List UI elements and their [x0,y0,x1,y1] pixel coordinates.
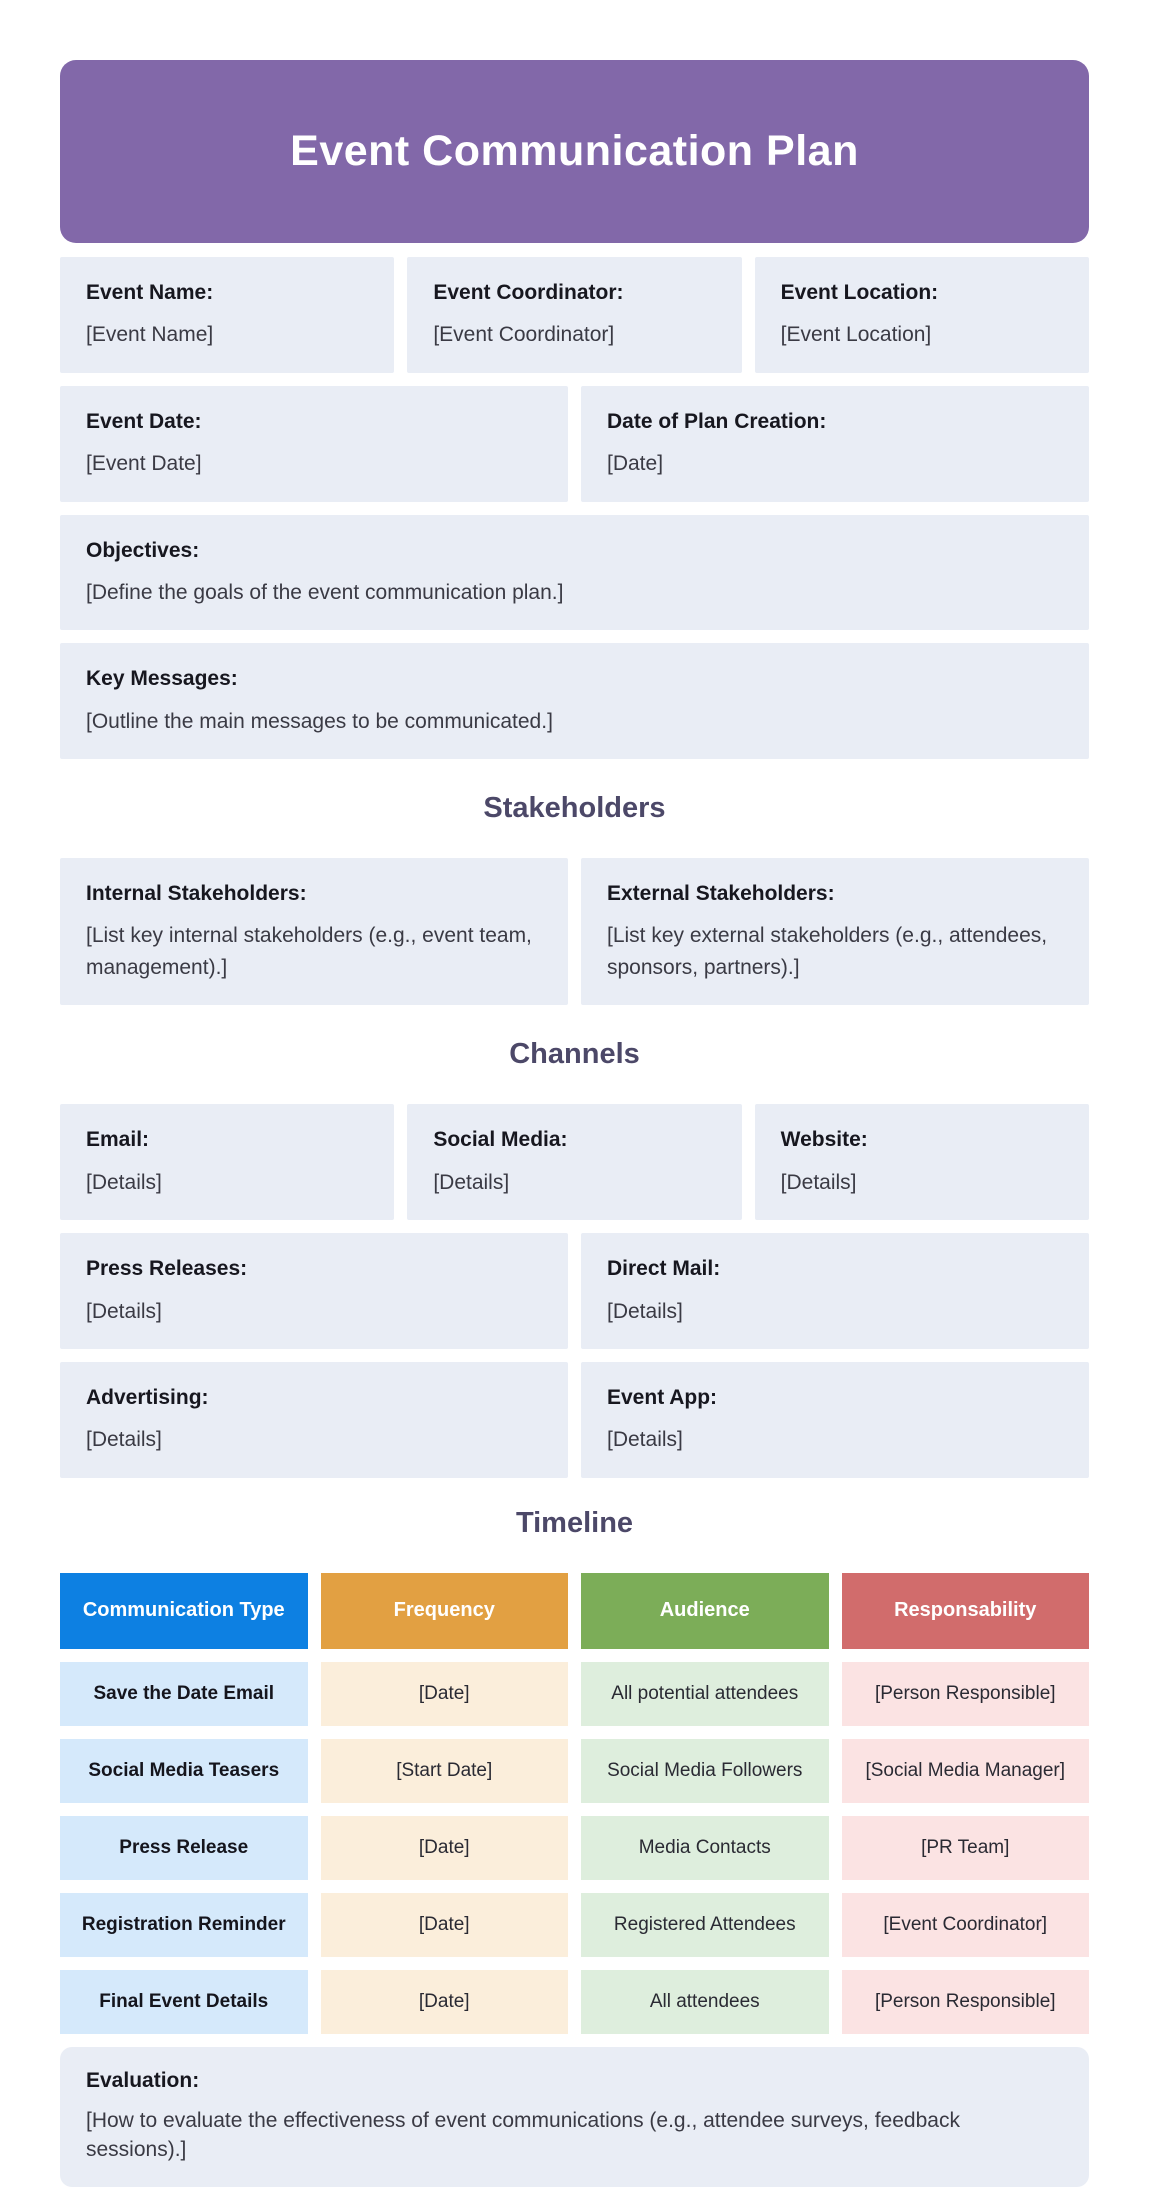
cell-communication-type: Save the Date Email [60,1662,308,1726]
field-label: Event Name: [86,281,214,304]
field-label: Advertising: [86,1386,209,1410]
section-title-timeline: Timeline [515,1506,634,1539]
cell-audience: All attendees [581,1970,829,2034]
cell-audience: Media Contacts [581,1816,829,1880]
info-card-plan-creation-date [581,386,1089,502]
channel-card-website [755,1104,1089,1220]
table-row [60,1893,1089,1957]
cell-audience: All potential attendees [581,1662,829,1726]
internal-stakeholders-card [60,858,568,1005]
stakeholders-row [60,858,1089,1005]
field-value: [Details] [86,1299,162,1323]
external-stakeholders-card [581,858,1089,1005]
field-value: [Event Date] [86,452,202,476]
cell-audience: Registered Attendees [581,1893,829,1957]
field-value: [Date] [607,452,664,476]
timeline-table-header [60,1573,1089,1649]
channel-card-social-media [407,1104,741,1220]
field-value: [Details] [780,1170,857,1194]
field-label: Evaluation: [86,2068,200,2092]
details-row-2 [60,386,1089,502]
cell-communication-type: Social Media Teasers [60,1739,308,1803]
details-row-1 [60,257,1089,373]
field-value: [Details] [86,1170,162,1194]
field-value: [How to evaluate the effectiveness of event communications (e.g., attendee surveys, feedback sessions).] [86,2108,960,2162]
field-value: [List key internal stakeholders (e.g., event team, management).] [86,924,532,979]
field-label: Website: [780,1128,868,1152]
field-label: Press Releases: [86,1257,248,1281]
field-label: Event Coordinator: [433,281,624,304]
cell-frequency: [Date] [321,1662,569,1726]
channel-card-direct-mail [581,1233,1089,1349]
info-card-event-name [60,257,394,373]
field-label: Direct Mail: [607,1257,721,1281]
channel-card-press-releases [60,1233,568,1349]
field-label: Social Media: [433,1128,568,1152]
field-value: [Define the goals of the event communication plan.] [86,580,564,604]
cell-frequency: [Date] [321,1970,569,2034]
cell-communication-type: Registration Reminder [60,1893,308,1957]
field-label: Objectives: [86,538,200,562]
objectives-card [60,515,1089,631]
cell-communication-type: Final Event Details [60,1970,308,2034]
field-value: [Event Location] [780,323,932,347]
column-header-communication-type: Communication Type [60,1573,308,1649]
cell-frequency: [Date] [321,1816,569,1880]
channels-row-1 [60,1104,1089,1220]
cell-frequency: [Date] [321,1893,569,1957]
column-header-responsability: Responsability [842,1573,1090,1649]
field-value: [Details] [86,1428,162,1452]
info-card-event-date [60,386,568,502]
cell-communication-type: Press Release [60,1816,308,1880]
field-label: Date of Plan Creation: [607,409,827,433]
cell-responsability: [Event Coordinator] [842,1893,1090,1957]
channel-card-event-app [581,1362,1089,1478]
key-messages-card [60,643,1089,759]
page-title: Event Communication Plan [290,127,859,175]
column-header-frequency: Frequency [321,1573,569,1649]
channels-row-3 [60,1362,1089,1478]
cell-frequency: [Start Date] [321,1739,569,1803]
cell-responsability: [PR Team] [842,1816,1090,1880]
info-card-event-coordinator [407,257,741,373]
field-value: [Details] [433,1170,510,1194]
field-value: [Event Coordinator] [433,323,615,347]
field-value: [Details] [607,1428,683,1452]
field-label: Key Messages: [86,667,238,691]
info-card-event-location [755,257,1089,373]
cell-audience: Social Media Followers [581,1739,829,1803]
field-label: External Stakeholders: [607,882,835,906]
field-label: Event App: [607,1386,718,1410]
column-header-audience: Audience [581,1573,829,1649]
table-row [60,1970,1089,2034]
event-communication-plan-document [60,0,1089,2187]
channel-card-advertising [60,1362,568,1478]
header-banner [60,60,1089,243]
field-label: Event Date: [86,409,202,433]
table-row [60,1662,1089,1726]
channel-card-email [60,1104,394,1220]
field-label: Event Location: [780,281,939,304]
cell-responsability: [Person Responsible] [842,1662,1090,1726]
field-label: Internal Stakeholders: [86,882,307,906]
section-title-stakeholders: Stakeholders [483,792,666,825]
field-value: [Outline the main messages to be communicated.] [86,709,553,733]
field-value: [Event Name] [86,323,214,347]
section-title-channels: Channels [509,1038,640,1071]
channels-row-2 [60,1233,1089,1349]
field-value: [Details] [607,1299,683,1323]
table-row [60,1739,1089,1803]
cell-responsability: [Person Responsible] [842,1970,1090,2034]
field-label: Email: [86,1128,150,1152]
field-value: [List key external stakeholders (e.g., attendees, sponsors, partners).] [607,924,1048,979]
evaluation-card [60,2047,1089,2187]
cell-responsability: [Social Media Manager] [842,1739,1090,1803]
table-row [60,1816,1089,1880]
